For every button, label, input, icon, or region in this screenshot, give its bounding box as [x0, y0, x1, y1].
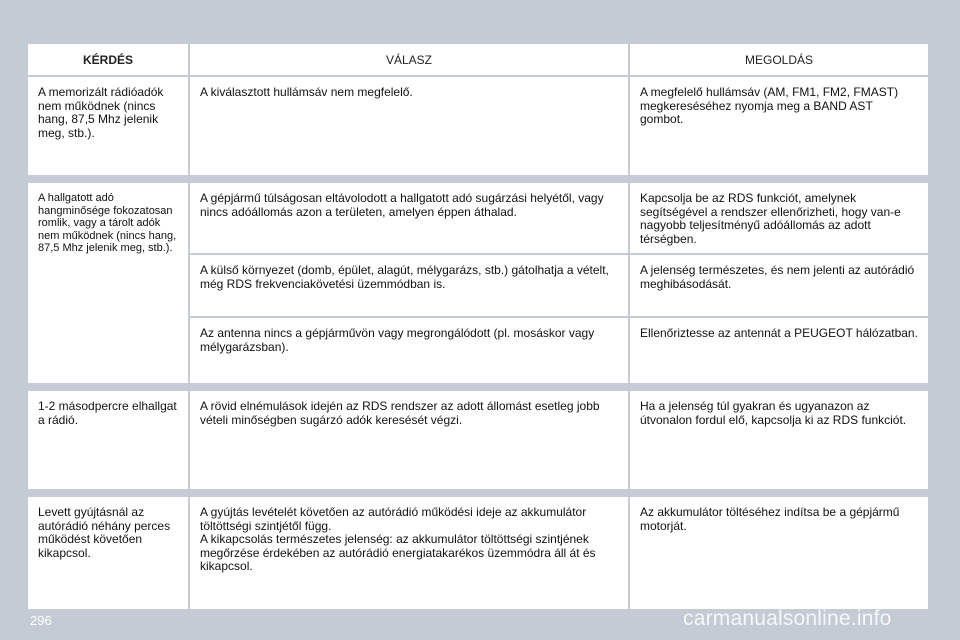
solution-cell: A jelenség természetes, és nem jelenti az autórádió meghibásodását. [630, 255, 928, 316]
watermark-text: carmanualsonline.info [683, 607, 892, 630]
answer-cell: Az antenna nincs a gépjárművön vagy megrongálódott (pl. mosáskor vagy mélygarázsban). [190, 318, 628, 383]
solution-cell: A megfelelő hullámsáv (AM, FM1, FM2, FMAST) megkereséséhez nyomja meg a BAND AST gombot. [630, 77, 928, 175]
answer-stack [190, 183, 628, 383]
answer-cell: A kiválasztott hullámsáv nem megfelelő. [190, 77, 628, 175]
answer-cell: A külső környezet (domb, épület, alagút, mélygarázs, stb.) gátolhatja a vételt, még RDS frekvenciakövetési üzemmódban is. [190, 255, 628, 316]
question-cell: Levett gyújtásnál az autórádió néhány perces működést követően kikapcsol. [28, 497, 188, 609]
page-number: 296 [30, 613, 52, 628]
question-cell: A memorizált rádióadók nem működnek (nincs hang, 87,5 Mhz jelenik meg, stb.). [28, 77, 188, 175]
solution-stack [630, 183, 928, 383]
answer-cell: A gépjármű túlságosan eltávolodott a hallgatott adó sugárzási helyétől, vagy nincs adóállomás azon a területen, amelyen éppen áthalad. [190, 183, 628, 253]
question-cell: A hallgatott adó hangminősége fokozatosan romlik, vagy a tárolt adók nem működnek (nincs hang, 87,5 Mhz jelenik meg, stb.). [28, 183, 188, 383]
solution-cell: Kapcsolja be az RDS funkciót, amelynek segítségével a rendszer ellenőrizheti, hogy van-e nagyobb teljesítményű adóállomás az adott térségben. [630, 183, 928, 253]
troubleshooting-table [28, 44, 928, 609]
header-answer: VÁLASZ [190, 44, 628, 75]
question-cell: 1-2 másodpercre elhallgat a rádió. [28, 391, 188, 489]
solution-cell: Ha a jelenség túl gyakran és ugyanazon az útvonalon fordul elő, kapcsolja ki az RDS funkciót. [630, 391, 928, 489]
header-question: KÉRDÉS [28, 44, 188, 75]
solution-cell: Ellenőriztesse az antennát a PEUGEOT hálózatban. [630, 318, 928, 383]
solution-cell: Az akkumulátor töltéséhez indítsa be a gépjármű motorját. [630, 497, 928, 609]
answer-cell: A rövid elnémulások idején az RDS rendszer az adott állomást esetleg jobb vételi minőségben sugárzó adók keresését végzi. [190, 391, 628, 489]
header-solution: MEGOLDÁS [630, 44, 928, 75]
answer-cell: A gyújtás levételét követően az autórádió működési ideje az akkumulátor töltöttségi szintjétől függ. A kikapcsolás természetes jelenség: az akkumulátor töltöttségi szintjének megőrzése érdekében az autórádió energiatakarékos üzemmódra áll át és kikapcsol. [190, 497, 628, 609]
